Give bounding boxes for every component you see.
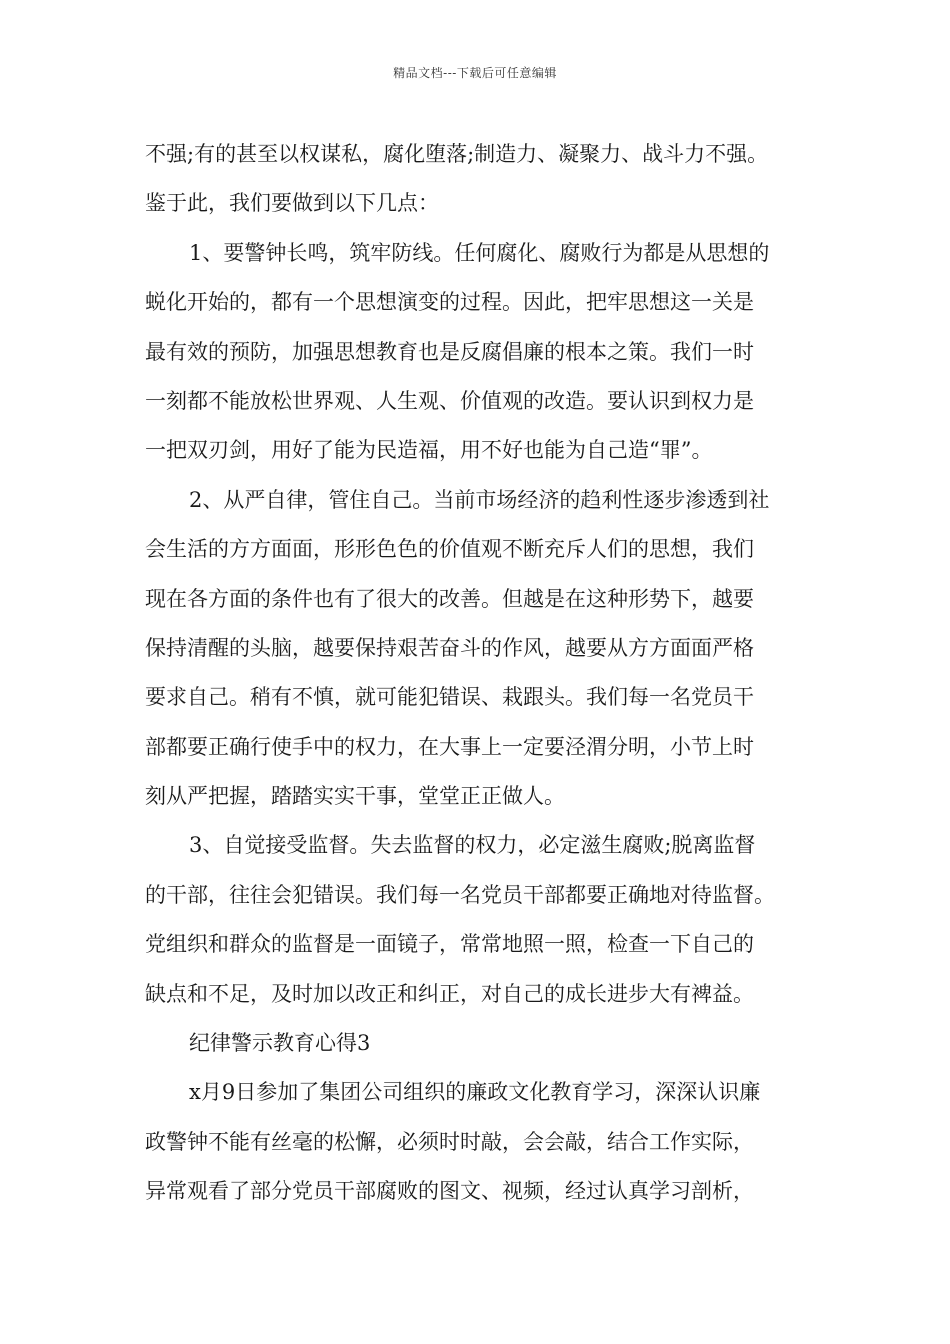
text-line: 缺点和不足，及时加以改正和纠正，对自己的成长进步大有裨益。 — [145, 981, 754, 1006]
text-line: 党组织和群众的监督是一面镜子，常常地照一照，检查一下自己的 — [145, 932, 754, 957]
text-line: 会生活的方方面面，形形色色的价值观不断充斥人们的思想，我们 — [145, 537, 754, 562]
page-header: 精品文档---下载后可任意编辑 — [393, 66, 557, 80]
text-line: 异常观看了部分党员干部腐败的图文、视频，经过认真学习剖析， — [145, 1179, 754, 1204]
document-body — [145, 130, 815, 1217]
text-line: 现在各方面的条件也有了很大的改善。但越是在这种形势下，越要 — [145, 586, 754, 611]
text-line: 2、从严自律，管住自己。当前市场经济的趋利性逐步渗透到社 — [189, 487, 770, 512]
text-line: 刻从严把握，踏踏实实干事，堂堂正正做人。 — [145, 784, 565, 809]
text-line: 保持清醒的头脑，越要保持艰苦奋斗的作风，越要从方方面面严格 — [145, 635, 754, 660]
text-line: 一把双刃剑，用好了能为民造福，用不好也能为自己造“罪”。 — [145, 438, 713, 463]
text-line: 要求自己。稍有不慎，就可能犯错误、栽跟头。我们每一名党员干 — [145, 685, 754, 710]
text-line: 3、自觉接受监督。失去监督的权力，必定滋生腐败;脱离监督 — [189, 833, 756, 858]
text-line: 的干部，往往会犯错误。我们每一名党员干部都要正确地对待监督。 — [145, 882, 775, 907]
text-line: 蜕化开始的，都有一个思想演变的过程。因此，把牢思想这一关是 — [145, 290, 754, 315]
text-line: 不强;有的甚至以权谋私，腐化堕落;制造力、凝聚力、战斗力不强。 — [145, 142, 769, 166]
text-line: 部都要正确行使手中的权力，在大事上一定要泾渭分明，小节上时 — [145, 734, 754, 759]
text-line: 鉴于此，我们要做到以下几点： — [145, 191, 439, 216]
text-line: 政警钟不能有丝毫的松懈，必须时时敲，会会敲，结合工作实际， — [145, 1129, 754, 1154]
section-heading: 纪律警示教育心得3 — [189, 1031, 371, 1056]
text-line: x月9日参加了集团公司组织的廉政文化教育学习，深深认识廉 — [189, 1080, 761, 1105]
text-line: 一刻都不能放松世界观、人生观、价值观的改造。要认识到权力是 — [145, 388, 754, 413]
text-line: 最有效的预防，加强思想教育也是反腐倡廉的根本之策。我们一时 — [145, 339, 754, 364]
text-line: 1、要警钟长鸣，筑牢防线。任何腐化、腐败行为都是从思想的 — [189, 240, 770, 265]
